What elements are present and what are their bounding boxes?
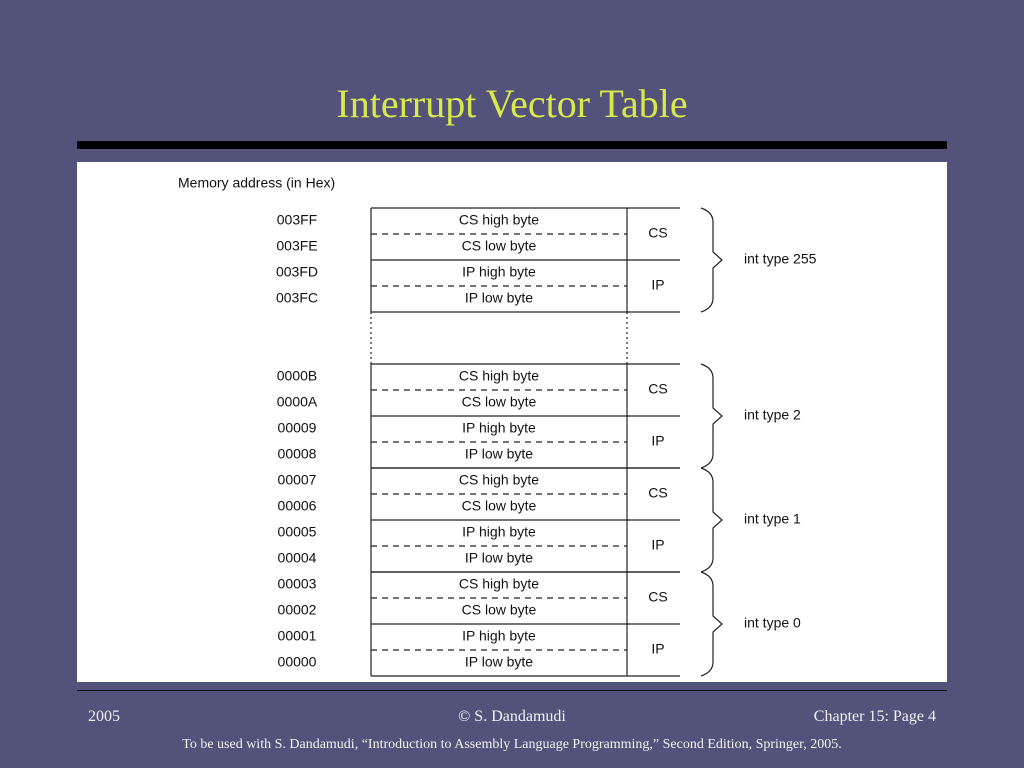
- ivt-diagram-svg: [77, 162, 947, 682]
- memory-cell-content: IP high byte: [462, 419, 536, 436]
- group-brace: [701, 364, 722, 468]
- footer-year: 2005: [88, 708, 120, 725]
- group-brace: [701, 468, 722, 572]
- segment-label-cs: CS: [648, 484, 668, 501]
- int-type-label: int type 1: [744, 510, 801, 527]
- memory-cell-content: CS low byte: [461, 393, 537, 410]
- memory-cell-content: CS low byte: [461, 237, 537, 254]
- memory-address: 00001: [277, 627, 317, 644]
- memory-cell-content: CS high byte: [458, 211, 540, 228]
- ivt-diagram: [77, 162, 947, 682]
- group-brace: [701, 572, 722, 676]
- memory-address: 00008: [277, 445, 317, 462]
- footer-author: © S. Dandamudi: [458, 708, 566, 725]
- memory-cell-content: IP high byte: [462, 523, 536, 540]
- memory-address: 003FC: [275, 289, 319, 306]
- int-type-label: int type 255: [744, 250, 817, 267]
- memory-address: 00004: [277, 549, 317, 566]
- memory-address: 00000: [277, 653, 317, 670]
- memory-address: 00003: [277, 575, 317, 592]
- memory-cell-content: IP high byte: [462, 627, 536, 644]
- memory-address: 00009: [277, 419, 317, 436]
- segment-label-cs: CS: [648, 224, 668, 241]
- memory-address: 003FF: [276, 211, 318, 228]
- memory-cell-content: IP high byte: [462, 263, 536, 280]
- memory-address: 0000A: [276, 393, 318, 410]
- slide-title: Interrupt Vector Table: [336, 81, 688, 126]
- memory-cell-content: IP low byte: [464, 549, 534, 566]
- memory-address: 00005: [277, 523, 317, 540]
- memory-cell-content: CS low byte: [461, 601, 537, 618]
- memory-cell-content: IP low byte: [464, 653, 534, 670]
- footer-note: To be used with S. Dandamudi, “Introduction to Assembly Language Programming,” Second Edition, Springer, 2005.: [182, 737, 842, 752]
- memory-address: 003FD: [275, 263, 319, 280]
- segment-label-ip: IP: [651, 276, 665, 293]
- segment-label-cs: CS: [648, 588, 668, 605]
- memory-cell-content: IP low byte: [464, 445, 534, 462]
- title-divider: [77, 141, 947, 149]
- memory-cell-content: CS high byte: [458, 367, 540, 384]
- memory-address: 003FE: [276, 237, 318, 254]
- memory-cell-content: CS low byte: [461, 497, 537, 514]
- memory-cell-content: IP low byte: [464, 289, 534, 306]
- int-type-label: int type 0: [744, 614, 801, 631]
- group-brace: [701, 208, 722, 312]
- memory-address: 00002: [277, 601, 317, 618]
- segment-label-ip: IP: [651, 536, 665, 553]
- memory-address: 0000B: [276, 367, 318, 384]
- memory-address: 00006: [277, 497, 317, 514]
- memory-address: 00007: [277, 471, 317, 488]
- segment-label-ip: IP: [651, 432, 665, 449]
- memory-address-header: Memory address (in Hex): [178, 174, 336, 191]
- segment-label-ip: IP: [651, 640, 665, 657]
- memory-cell-content: CS high byte: [458, 471, 540, 488]
- footer-page: Chapter 15: Page 4: [813, 708, 936, 725]
- footer-divider: [77, 690, 947, 691]
- int-type-label: int type 2: [744, 406, 801, 423]
- memory-cell-content: CS high byte: [458, 575, 540, 592]
- segment-label-cs: CS: [648, 380, 668, 397]
